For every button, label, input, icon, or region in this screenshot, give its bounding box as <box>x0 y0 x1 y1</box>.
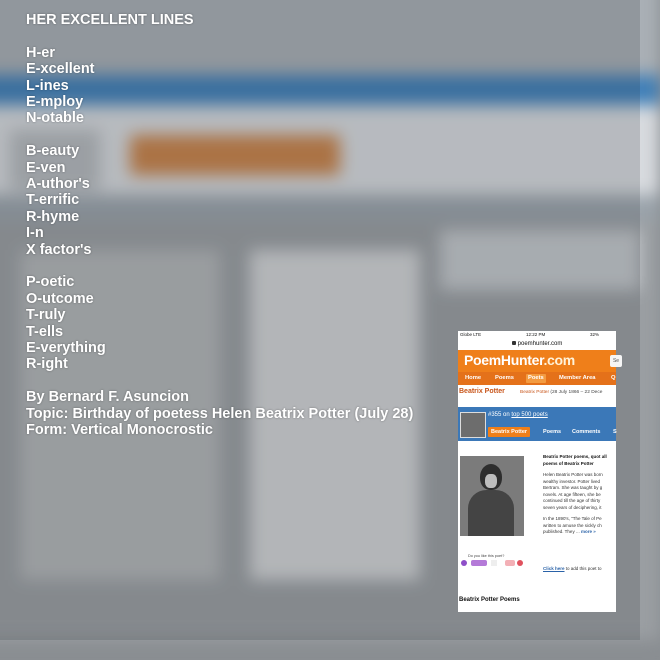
nav-poems[interactable]: Poems <box>495 375 515 381</box>
poem-line: E-mploy <box>26 94 84 111</box>
nav-member-area[interactable]: Member Area <box>559 375 596 381</box>
more-link[interactable]: more » <box>580 529 596 534</box>
poem-line: L-ines <box>26 77 69 94</box>
poet-thumbnail <box>460 412 486 438</box>
search-button[interactable]: Se <box>610 355 622 367</box>
poem-byline: By Bernard F. Asuncion <box>26 389 190 406</box>
click-here-link[interactable]: Click here <box>543 566 565 571</box>
tab-poems[interactable]: Poems <box>543 429 562 435</box>
poet-dates-text: (28 July 1866 – 22 Dece <box>549 390 603 395</box>
poem-line: X factor's <box>26 241 92 258</box>
poet-photo <box>460 456 524 536</box>
battery-label: 32% <box>590 332 600 337</box>
poem-line: R-hyme <box>26 208 80 225</box>
poet-name: Beatrix Potter <box>459 388 505 395</box>
like-question: Do you like this poet? <box>468 554 505 558</box>
rank-text <box>488 412 548 418</box>
poem-topic: Topic: Birthday of poetess Helen Beatrix Potter (July 28) <box>26 405 414 422</box>
dislike-icon[interactable] <box>517 560 523 566</box>
status-bar <box>458 331 616 339</box>
dislike-bar <box>505 560 515 566</box>
poems-heading: Beatrix Potter Poems <box>459 597 520 603</box>
nav-poets[interactable]: Poets <box>528 375 544 381</box>
poem-line: T-errific <box>26 192 80 209</box>
like-icon[interactable] <box>461 560 467 566</box>
poem-line: R-ight <box>26 356 68 373</box>
url-text: poemhunter.com <box>517 341 563 347</box>
like-bar <box>471 560 487 566</box>
tab-comments[interactable]: Comments <box>572 429 601 435</box>
nav-more[interactable]: Q <box>611 375 616 381</box>
neutral-bar <box>491 560 497 566</box>
poem-line: T-ruly <box>26 307 66 324</box>
poet-dates-link[interactable]: Beatrix Potter <box>520 390 550 395</box>
site-logo[interactable] <box>464 352 575 368</box>
poem-line: N-otable <box>26 110 84 127</box>
logo-part1: PoemHunter <box>464 352 544 368</box>
lock-icon <box>512 341 516 345</box>
poet-dates <box>520 390 602 395</box>
site-header <box>458 350 620 372</box>
poem-text <box>26 12 413 439</box>
poet-description <box>543 454 613 541</box>
poet-content <box>458 443 616 612</box>
top-poets-link[interactable]: top 500 poets <box>511 412 548 418</box>
add-poet-prompt <box>543 566 602 571</box>
poem-title: HER EXCELLENT LINES <box>26 12 194 28</box>
like-widget[interactable] <box>461 559 525 567</box>
add-poet-text: to add this poet to <box>564 566 602 571</box>
phone-screenshot <box>458 331 620 612</box>
poem-line: O-utcome <box>26 290 94 307</box>
tab-poet[interactable]: Beatrix Potter <box>488 427 530 437</box>
poem-line: B-eauty <box>26 143 80 160</box>
site-nav <box>458 372 616 385</box>
clock-label: 12:22 PM <box>526 332 546 337</box>
logo-part2: .com <box>543 352 575 368</box>
carrier-label: Globe LTE <box>460 332 482 337</box>
poet-header <box>458 387 616 401</box>
poem-line: P-oetic <box>26 274 75 291</box>
description-title: Beatrix Potter poems, quot all poems of Beatrix Potter <box>543 454 607 466</box>
poem-line: H-er <box>26 44 56 61</box>
poem-form: Form: Vertical Monocrostic <box>26 422 213 439</box>
poem-line: I-n <box>26 225 44 242</box>
poem-line: E-verything <box>26 340 106 357</box>
poem-line: A-uthor's <box>26 176 90 193</box>
poem-line: E-xcellent <box>26 61 95 78</box>
nav-home[interactable]: Home <box>465 375 482 381</box>
description-paragraph: Helen Beatrix Potter was born wealthy investor. Potter lived Bertram. She was taught by g novels. At age fifteen, she be continued till the age of thirty seven years of deciphering, it <box>543 472 603 510</box>
tab-more[interactable]: S <box>613 429 617 435</box>
description-paragraph: In the 1890's, "The Tale of Pe written to amuse the sickly ch published. They ... <box>543 516 602 534</box>
poem-line: T-ells <box>26 323 64 340</box>
rank-prefix: #355 on <box>488 412 512 418</box>
rank-bar <box>458 407 616 441</box>
url-bar[interactable] <box>458 339 616 350</box>
poem-line: E-ven <box>26 159 66 176</box>
